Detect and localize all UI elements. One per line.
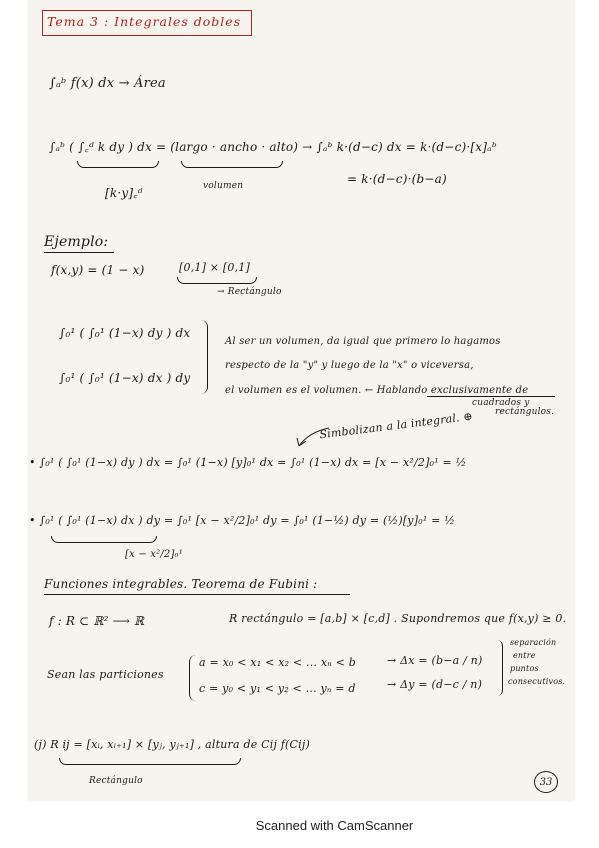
integral-order-2: ∫₀¹ ( ∫₀¹ (1−x) dx ) dy: [59, 371, 191, 385]
function-mapping: f : R ⊂ ℝ² ⟶ ℝ: [49, 614, 145, 628]
ejemplo-heading: Ejemplo:: [44, 234, 109, 250]
annotation-arrow: [29, 0, 574, 800]
sep-1: separación: [510, 638, 557, 647]
partition-y: c = y₀ < y₁ < y₂ < ... yₙ = d: [199, 682, 356, 695]
line-volume-result: = k·(d−c)·(b−a): [347, 172, 447, 186]
calculation-1: • ∫₀¹ ( ∫₀¹ (1−x) dy ) dx = ∫₀¹ (1−x) [y]₀¹ dx = ∫₀¹ (1−x) dx = [x − x²/2]₀¹ = ½: [29, 456, 467, 469]
scanned-page: [29, 0, 574, 800]
page-number: 33: [534, 771, 558, 793]
explanation-2: respecto de la "y" y luego de la "x" o viceversa,: [225, 360, 474, 371]
delta-x: → Δx = (b−a / n): [387, 654, 483, 667]
page-title: Tema 3 : Integrales dobles: [47, 14, 242, 29]
delta-y: → Δy = (d−c / n): [387, 678, 483, 691]
ky-evaluated: [k·y]꜀ᵈ: [105, 186, 143, 200]
explanation-1: Al ser un volumen, da igual que primero lo hagamos: [225, 336, 501, 347]
partitions-intro: Sean las particiones: [47, 668, 164, 681]
partition-x: a = x₀ < x₁ < x₂ < ... xₙ < b: [199, 656, 356, 669]
scanner-footer: Scanned with CamScanner: [255, 818, 414, 833]
sep-4: consecutivos.: [508, 677, 566, 686]
rectangle-note: → Rectángulo: [217, 287, 282, 297]
explanation-4: cuadrados y: [472, 398, 530, 408]
rectangle-def: R rectángulo = [a,b] × [c,d] . Supondremos que f(x,y) ≥ 0.: [229, 612, 567, 625]
line-area: ∫ₐᵇ f(x) dx → Área: [49, 76, 166, 91]
calculation-2-inner: [x − x²/2]₀¹: [125, 549, 183, 560]
integral-order-1: ∫₀¹ ( ∫₀¹ (1−x) dy ) dx: [59, 326, 191, 340]
calculation-2: • ∫₀¹ ( ∫₀¹ (1−x) dx ) dy = ∫₀¹ [x − x²/2]₀¹ dy = ∫₀¹ (1−½) dy = (½)[y]₀¹ = ½: [29, 514, 456, 527]
fubini-heading: Funciones integrables. Teorema de Fubini :: [44, 577, 318, 591]
volumen-label: volumen: [203, 181, 244, 191]
explanation-5: rectángulos.: [495, 407, 555, 417]
rij-definition: (j) R ij = [xᵢ, xᵢ₊₁] × [yⱼ, yⱼ₊₁] , altura de Cij f(Cij): [34, 738, 310, 751]
line-volume-integral: ∫ₐᵇ ( ∫꜀ᵈ k dy ) dx = (largo · ancho · alto) → ∫ₐᵇ k·(d−c) dx = k·(d−c)·[x]ₐᵇ: [49, 140, 497, 154]
sep-2: entre: [513, 651, 536, 660]
domain: [0,1] × [0,1]: [179, 261, 250, 274]
explanation-3: el volumen es el volumen. ← Hablando exclusivamente de: [225, 385, 529, 396]
symbol-note: Simbolizan a la integral. ⊕: [318, 409, 474, 442]
function-def: f(x,y) = (1 − x): [51, 263, 145, 277]
sep-3: puntos: [510, 664, 539, 673]
rectangulo-label: Rectángulo: [89, 776, 143, 786]
